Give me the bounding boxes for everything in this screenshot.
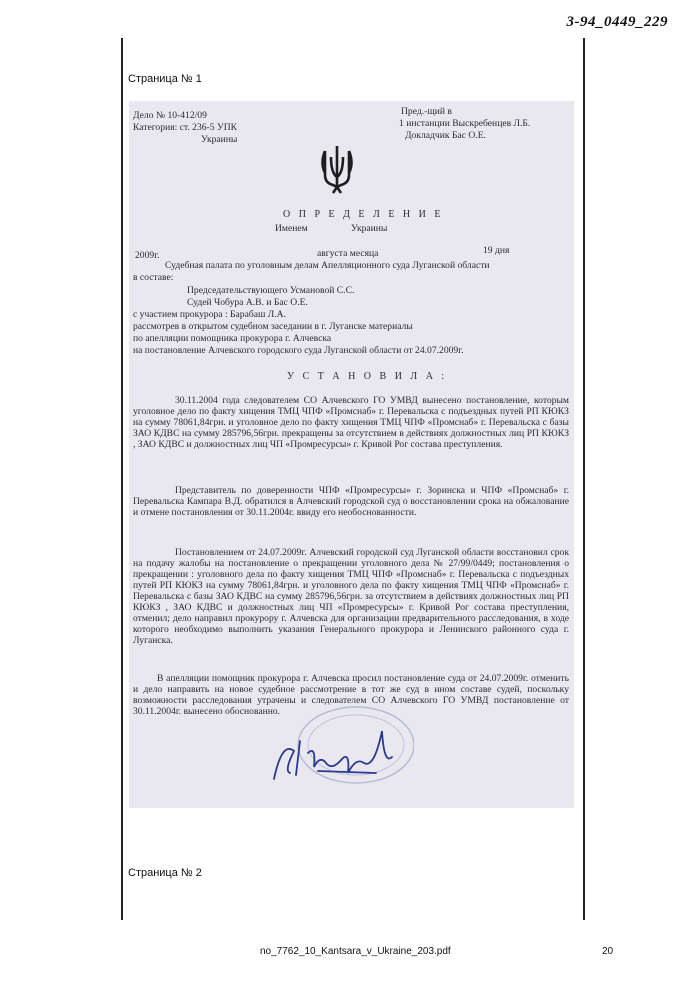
left-margin-line (121, 38, 123, 920)
review-line-1: рассмотрев в открытом судебном заседании в г. Луганске материалы (133, 321, 413, 332)
signature-stamp (264, 701, 414, 791)
page-1-label: Страница № 1 (128, 73, 202, 85)
category-line-2: Украины (201, 134, 238, 145)
ukraine-label: Украины (351, 223, 388, 234)
review-line-2: по апелляции помощника прокурора г. Алчевска (133, 333, 332, 344)
court-line: Судебная палата по уголовным делам Апелляционного суда Луганской области (165, 260, 490, 271)
paragraph-3: Постановлением от 24.07.2009г. Алчевский городской суд Луганской области восстановил срок на подачу жалобы на постановление о прекращении уголовного дела № 27/99/0449; постановления о прекращении : уголовного дела по факту хищения ТМЦ ЧПФ «Промснаб» г. Перевальска с подъездных путей РП КЮКЗ на сумму 78061,84грн. и уголовного дела по факту хищения ТМЦ ЧПФ «Промснаб» г. Перевальска с базы ЗАО КДВС на сумму 285796,56грн. за отсутствием в действиях должностных лиц РП КЮКЗ , ЗАО КДВС и должностных лиц ЧП «Промресурсы» г. Кривой Рог состава преступления, отменил; дело направил прокурору г. Алчевска для организации предварительного расследования, в ходе которого необходимо выполнить указания Генерального прокурора и Ленинского районного суда г. Луганска. (133, 547, 569, 646)
first-instance-judge: 1 инстанции Выскребенцев Л.Б. (399, 118, 531, 129)
chair-judge: Председательствующего Усмановой С.С. (187, 285, 355, 296)
ruling-title: О П Р Е Д Е Л Е Н И Е (283, 209, 444, 220)
page-2-label: Страница № 2 (128, 867, 202, 879)
footer-filename: no_7762_10_Kantsara_v_Ukraine_203.pdf (260, 946, 451, 957)
prosecutor-line: с участием прокурора : Барабаш Л.А. (133, 309, 286, 320)
case-number: Дело № 10-412/09 (133, 110, 207, 121)
review-line-3: на постановление Алчевского городского суда Луганской области от 24.07.2009г. (133, 345, 464, 356)
established-heading: У С Т А Н О В И Л А : (287, 371, 448, 382)
paragraph-4: В апелляции помощник прокурора г. Алчевска просил постановление суда от 24.07.2009г. отменить и дело направить на новое судебное рассмотрение в тот же суд в ином составе судей, поскольку возможности расследования утрачены и следователем СО Алчевского ГО УМВД постановление от 30.11.2004г. вынесено обоснованно. (133, 673, 569, 717)
presiding-label: Пред.-щий в (401, 106, 452, 117)
scanned-court-ruling (129, 101, 574, 808)
name-of-label: Именем (275, 223, 308, 234)
ruling-day: 19 дня (483, 245, 510, 256)
panel-judges: Судей Чобура А.В. и Бас О.Е. (187, 297, 308, 308)
right-margin-line (583, 38, 585, 920)
reporter-judge: Докладчик Бас О.Е. (405, 130, 486, 141)
footer-page-number: 20 (602, 946, 614, 957)
ruling-month: августа месяца (317, 248, 379, 259)
paragraph-1: 30.11.2004 года следователем СО Алчевского ГО УМВД вынесено постановление, которым уголовное дело по факту хищения ТМЦ ЧПФ «Промснаб» г. Перевальска с подъездных путей РП КЮКЗ на сумму 78061,84грн. и уголовное дело по факту хищения ТМЦ ЧПФ «Промснаб» г. Перевальска с базы ЗАО КДВС на сумму 285796,56грн. прекращены за отсутствием в действиях должностных лиц РП КЮКЗ , ЗАО КДВС и должностных лиц ЧП «Промресурсы» г. Кривой Рог состава преступления. (133, 395, 569, 450)
ruling-year: 2009г. (135, 250, 160, 261)
document-reference: 3-94_0449_229 (566, 14, 668, 30)
category-line: Категория: ст. 236-5 УПК (133, 122, 238, 133)
trident-emblem-icon (317, 143, 357, 197)
paragraph-2: Представитель по доверенности ЧПФ «Промресурсы» г. Зоринска и ЧПФ «Промснаб» г. Перевальска Кампара В.Д. обратился в Алчевский городской суд о восстановлении срока на обжалование и отмене постановления от 30.11.2004г. ввиду его необоснованности. (133, 485, 569, 518)
court-composition: в составе: (133, 272, 174, 283)
